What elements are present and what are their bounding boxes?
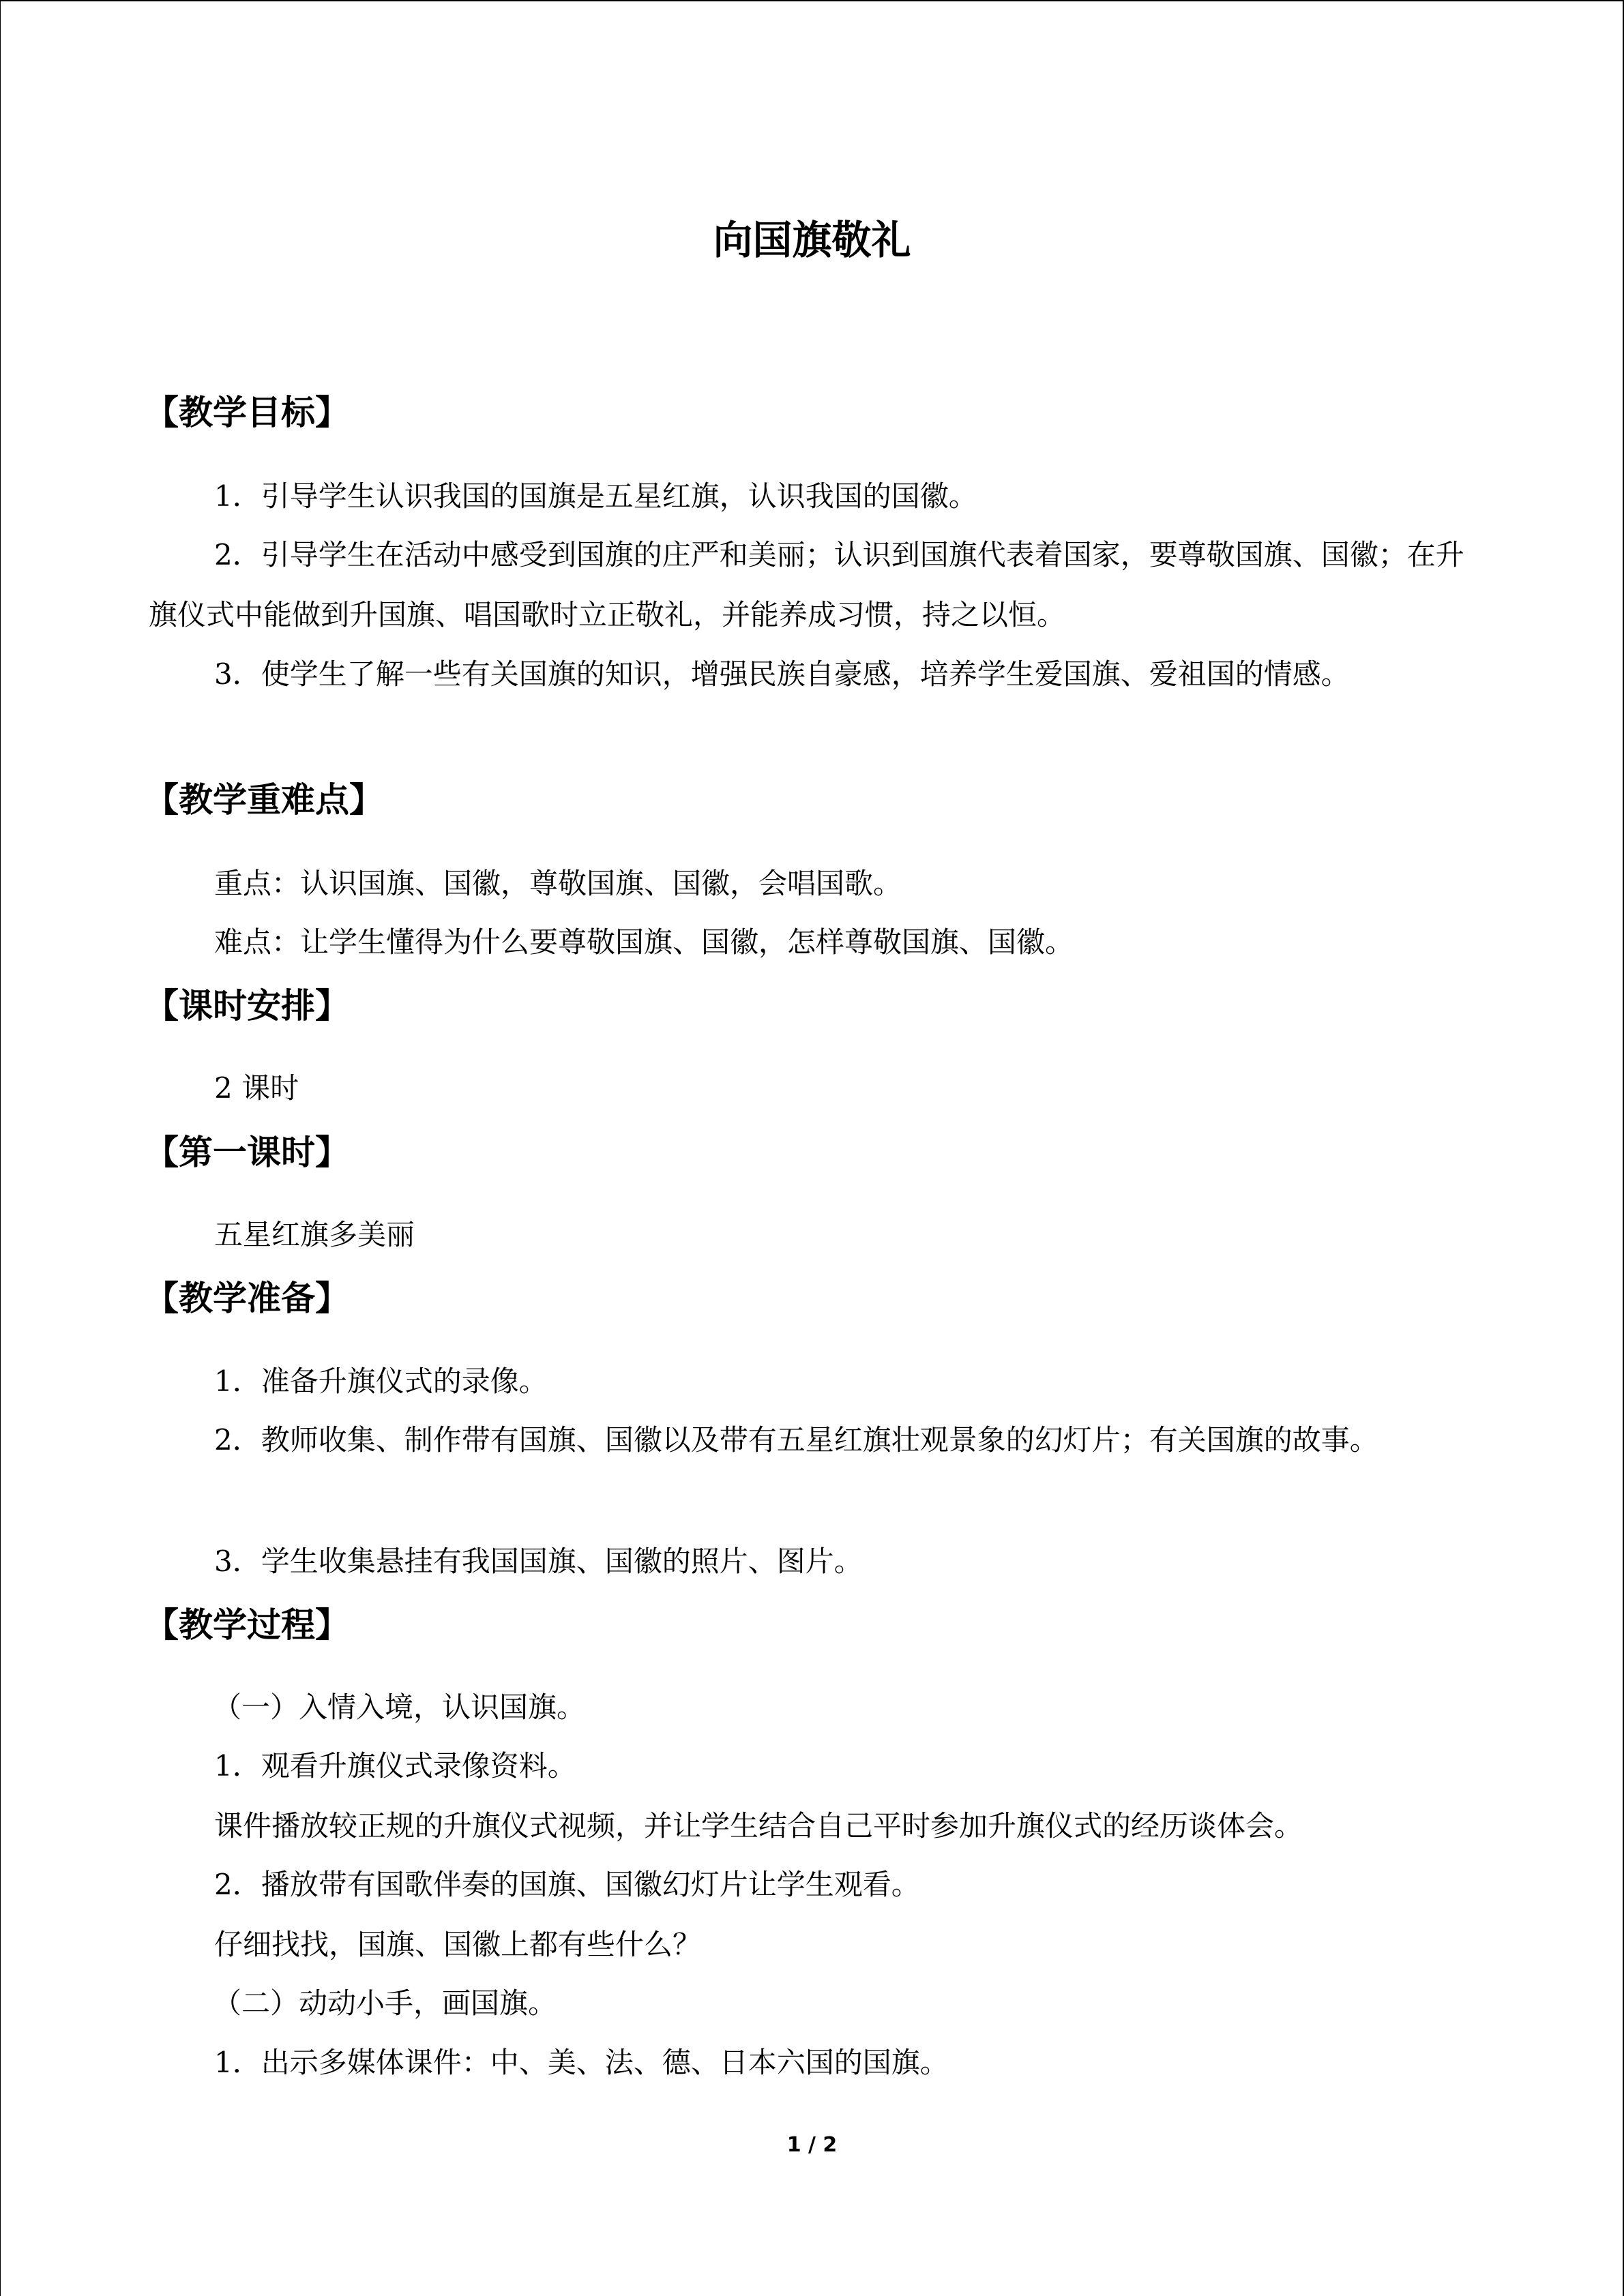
schedule-text: 2 课时 (214, 1071, 299, 1105)
process-item: （一）入情入境，认识国旗。 (213, 1690, 586, 1724)
difficult-point: 难点：让学生懂得为什么要尊敬国旗、国徽，怎样尊敬国旗、国徽。 (214, 925, 1074, 959)
first-lesson-text: 五星红旗多美丽 (214, 1218, 415, 1251)
heading-teaching-goals: 【教学目标】 (145, 393, 349, 432)
heading-preparation: 【教学准备】 (145, 1279, 349, 1318)
process-item: 课件播放较正规的升旗仪式视频，并让学生结合自己平时参加升旗仪式的经历谈体会。 (214, 1809, 1303, 1843)
prep-item-3: 3．学生收集悬挂有我国国旗、国徽的照片、图片。 (214, 1545, 863, 1578)
process-item: 2．播放带有国歌伴奏的国旗、国徽幻灯片让学生观看。 (214, 1868, 920, 1901)
process-item: 仔细找找，国旗、国徽上都有些什么？ (214, 1928, 702, 1961)
process-item: 1．出示多媒体课件：中、美、法、德、日本六国的国旗。 (214, 2046, 949, 2079)
page-number: 1 / 2 (786, 2133, 838, 2157)
heading-first-lesson: 【第一课时】 (145, 1133, 349, 1172)
key-point: 重点：认识国旗、国徽，尊敬国旗、国徽，会唱国歌。 (214, 867, 902, 900)
goal-item-1: 1．引导学生认识我国的国旗是五星红旗，认识我国的国徽。 (214, 479, 977, 513)
goal-item-2: 2．引导学生在活动中感受到国旗的庄严和美丽；认识到国旗代表着国家，要尊敬国旗、国徽；在升旗仪式中能做到升国旗、唱国歌时立正敬礼，并能养成习惯，持之以恒。 (149, 538, 1464, 631)
document-title: 向国旗敬礼 (713, 217, 911, 263)
process-item: （二）动动小手，画国旗。 (213, 1986, 557, 2020)
goal-item-3: 3．使学生了解一些有关国旗的知识，增强民族自豪感，培养学生爱国旗、爱祖国的情感。 (214, 657, 1350, 691)
heading-process: 【教学过程】 (145, 1605, 349, 1645)
heading-schedule: 【课时安排】 (145, 986, 349, 1026)
prep-item-2: 2．教师收集、制作带有国旗、国徽以及带有五星红旗壮观景象的幻灯片；有关国旗的故事。 (214, 1423, 1378, 1457)
prep-item-1: 1．准备升旗仪式的录像。 (214, 1365, 548, 1398)
process-item: 1．观看升旗仪式录像资料。 (214, 1749, 576, 1783)
heading-key-points: 【教学重难点】 (145, 780, 383, 820)
